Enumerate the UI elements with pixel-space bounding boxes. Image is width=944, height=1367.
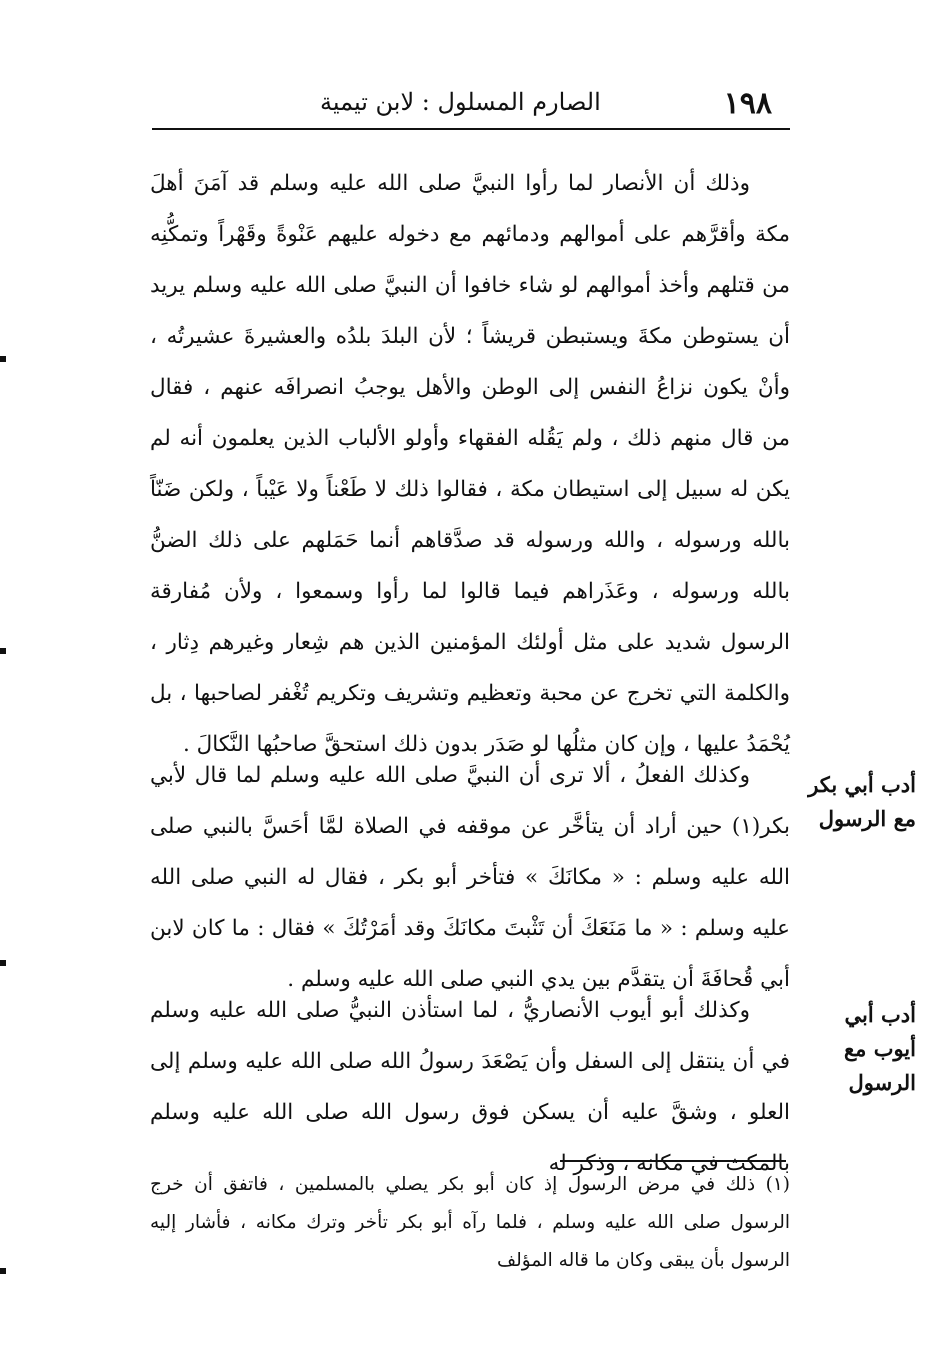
page-header [150,82,790,122]
scan-edge-mark [0,960,6,966]
margin-note: أدب أبي أيوب مع الرسول [843,1002,916,1095]
margin-note: أدب أبي بكر مع الرسول [808,772,916,831]
body-paragraph: وذلك أن الأنصار لما رأوا النبيَّ صلى الله عليه وسلم قد آمَنَ أهلَ مكة وأقرَّهم على أموالهم ودمائهم مع دخوله عليهم عَنْوةً وقَهْراً وتمكُّنِه من قتلهم وأخذ أموالهم لو شاء خافوا أن النبيَّ صلى الله عليه وسلم يريد أن يستوطن مكةَ ويستبطن قريشاً ؛ لأن البلدَ بلدُه والعشيرةَ عشيرتُه ، وأنْ يكون نزاعُ النفس إلى الوطن والأهل يوجبُ انصرافَه عنهم ، فقال من قال منهم ذلك ، ولم يَقُله الفقهاء وأولو الألباب الذين يعلمون أنه لم يكن له سبيل إلى استيطان مكة ، فقالوا ذلك لا طَعْناً ولا عَيْباً ، ولكن ضَنّاً بالله ورسوله ، والله ورسوله قد صدَّقاهم أنما حَمَلهم على ذلك الضنُّ بالله ورسوله ، وعَذَراهم فيما قالوا لما رأوا وسمعوا ، ولأن مُفارقة الرسول شديد على مثل أولئك المؤمنين الذين هم شِعار وغيرهم دِثار ، والكلمة التي تخرج عن محبة وتعظيم وتشريف وتكريم تُغْفر لصاحبها ، بل يُحْمَدُ عليها ، وإن كان مثلُها لو صَدَر بدون ذلك استحقَّ صاحبُها النَّكالَ . [150,171,790,757]
scan-edge-mark [0,356,6,362]
footnote: (١) ذلك في مرض الرسول إذ كان أبو بكر يصلي بالمسلمين ، فاتفق أن خرج الرسول صلى الله عليه وسلم ، فلما رآه أبو بكر تأخر وترك مكانه ، فأشار إليه الرسول بأن يبقى وكان ما قاله المؤلف [150,1174,790,1271]
page-number: ١٩٨ [723,86,772,121]
body-paragraph: وكذلك الفعلُ ، ألا ترى أن النبيَّ صلى الله عليه وسلم لما قال لأبي بكر(١) حين أراد أن يتأخَّر عن موقفه في الصلاة لمَّا أحَسَّ بالنبي صلى الله عليه وسلم : « مكانَكَ » فتأخر أبو بكر ، فقال له النبي صلى الله عليه وسلم : « ما مَنَعَكَ أن تَثْبتَ مكانَكَ وقد أمَرْتُكَ » فقال : ما كان لابن أبي قُحافَةَ أن يتقدَّم بين يدي النبي صلى الله عليه وسلم . [150,763,790,992]
body-paragraph: وكذلك أبو أيوب الأنصاريُّ ، لما استأذن النبيُّ صلى الله عليه وسلم في أن ينتقل إلى السفل وأن يَصْعَدَ رسولُ الله صلى الله عليه وسلم إلى العلو ، وشقَّ عليه أن يسكن فوق رسول الله صلى الله عليه وسلم بالمكث في مكانه ، وذكر له [150,998,790,1176]
footnote-rule [560,1160,786,1162]
scan-edge-mark [0,648,6,654]
scan-edge-mark [0,1268,6,1274]
header-rule [152,128,790,130]
running-title: الصارم المسلول : لابن تيمية [320,88,601,116]
